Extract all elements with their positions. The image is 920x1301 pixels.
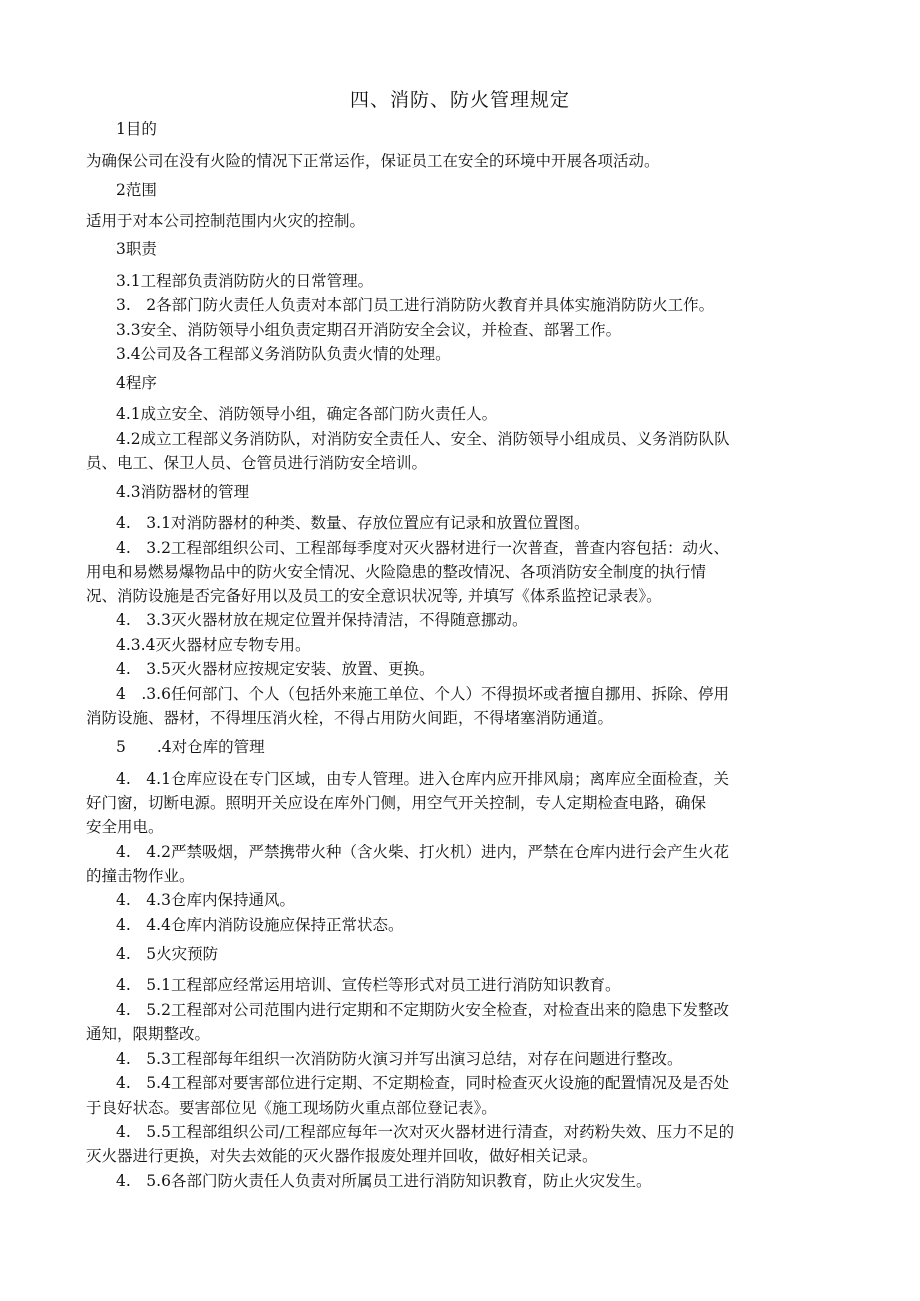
paragraph-line: 好门窗，切断电源。照明开关应设在库外门侧，用空气开关控制，专人定期检查电路，确保 — [86, 794, 707, 812]
paragraph-line: 4. 5.4工程部对要害部位进行定期、不定期检查，同时检查灭火设施的配置情况及是否处 — [116, 1074, 729, 1092]
paragraph-line: 3.4公司及各工程部义务消防队负责火情的处理。 — [116, 345, 451, 363]
paragraph-line: 4. 3.5灭火器材应按规定安装、放置、更换。 — [116, 660, 435, 678]
paragraph-line: 4.2成立工程部义务消防队，对消防安全责任人、安全、消防领导小组成员、义务消防队队 — [116, 430, 730, 448]
paragraph-line: 为确保公司在没有火险的情况下正常运作，保证员工在安全的环境中开展各项活动。 — [86, 152, 660, 170]
paragraph-line: 4.3消防器材的管理 — [116, 483, 250, 501]
paragraph-line: 4. 4.2严禁吸烟，严禁携带火种（含火柴、打火机）进内，严禁在仓库内进行会产生火花 — [116, 843, 729, 861]
paragraph-line: 4. 4.3仓库内保持通风。 — [116, 891, 295, 909]
paragraph-line: 适用于对本公司控制范围内火灾的控制。 — [86, 212, 366, 230]
paragraph-line: 4. 5.5工程部组织公司/工程部应每年一次对灭火器材进行清查，对药粉失效、压力不足的 — [116, 1123, 735, 1141]
paragraph-line: 4 .3.6任何部门、个人（包括外来施工单位、个人）不得损坏或者擅自挪用、拆除、停用 — [116, 685, 729, 703]
paragraph-line: 3.1工程部负责消防防火的日常管理。 — [116, 272, 374, 290]
paragraph-line: 4. 3.3灭火器材放在规定位置并保持清洁，不得随意挪动。 — [116, 611, 528, 629]
section-heading: 2范围 — [116, 181, 157, 199]
paragraph-line: 4. 3.1对消防器材的种类、数量、存放位置应有记录和放置位置图。 — [116, 514, 590, 532]
paragraph-line: 3. 2各部门防火责任人负责对本部门员工进行消防防火教育并具体实施消防防火工作。 — [116, 296, 715, 314]
paragraph-line: 4. 5.1工程部应经常运用培训、宣传栏等形式对员工进行消防知识教育。 — [116, 976, 621, 994]
paragraph-line: 4. 3.2工程部组织公司、工程部每季度对灭火器材进行一次普查，普查内容包括：动火、 — [116, 539, 729, 557]
paragraph-line: 员、电工、保卫人员、仓管员进行消防安全培训。 — [86, 454, 428, 472]
section-heading: 1目的 — [116, 120, 157, 138]
section-heading: 4程序 — [116, 374, 157, 392]
paragraph-line: 4. 5.2工程部对公司范围内进行定期和不定期防火安全检查，对检查出来的隐患下发整改 — [116, 1001, 729, 1019]
paragraph-line: 4. 5火灾预防 — [116, 945, 219, 963]
paragraph-line: 4.3.4灭火器材应专物专用。 — [116, 636, 311, 654]
paragraph-line: 安全用电。 — [86, 818, 164, 836]
paragraph-line: 灭火器进行更换，对失去效能的灭火器作报废处理并回收，做好相关记录。 — [86, 1147, 598, 1165]
paragraph-line: 4. 4.4仓库内消防设施应保持正常状态。 — [116, 916, 404, 934]
document-title: 四、消防、防火管理规定 — [349, 89, 570, 111]
paragraph-line: 的撞击物作业。 — [86, 867, 195, 885]
paragraph-line: 5 .4对仓库的管理 — [116, 738, 265, 756]
paragraph-line: 用电和易燃易爆物品中的防火安全情况、火险隐患的整改情况、各项消防安全制度的执行情 — [86, 563, 707, 581]
paragraph-line: 4. 5.6各部门防火责任人负责对所属员工进行消防知识教育，防止火灾发生。 — [116, 1172, 652, 1190]
paragraph-line: 通知，限期整改。 — [86, 1025, 211, 1043]
paragraph-line: 4. 5.3工程部每年组织一次消防防火演习并写出演习总结，对存在问题进行整改。 — [116, 1050, 683, 1068]
paragraph-line: 消防设施、器材，不得埋压消火栓，不得占用防火间距，不得堵塞消防通道。 — [86, 709, 614, 727]
paragraph-line: 况、消防设施是否完备好用以及员工的安全意识状况等, 并填写《体系监控记录表》。 — [86, 587, 662, 605]
paragraph-line: 4. 4.1仓库应设在专门区域，由专人管理。进入仓库内应开排风扇；离库应全面检查，关 — [116, 770, 729, 788]
paragraph-line: 3.3安全、消防领导小组负责定期召开消防安全会议，并检查、部署工作。 — [116, 321, 622, 339]
paragraph-line: 于良好状态。要害部位见《施工现场防火重点部位登记表》。 — [86, 1099, 497, 1117]
section-heading: 3职责 — [116, 240, 157, 258]
paragraph-line: 4.1成立安全、消防领导小组，确定各部门防火责任人。 — [116, 405, 498, 423]
